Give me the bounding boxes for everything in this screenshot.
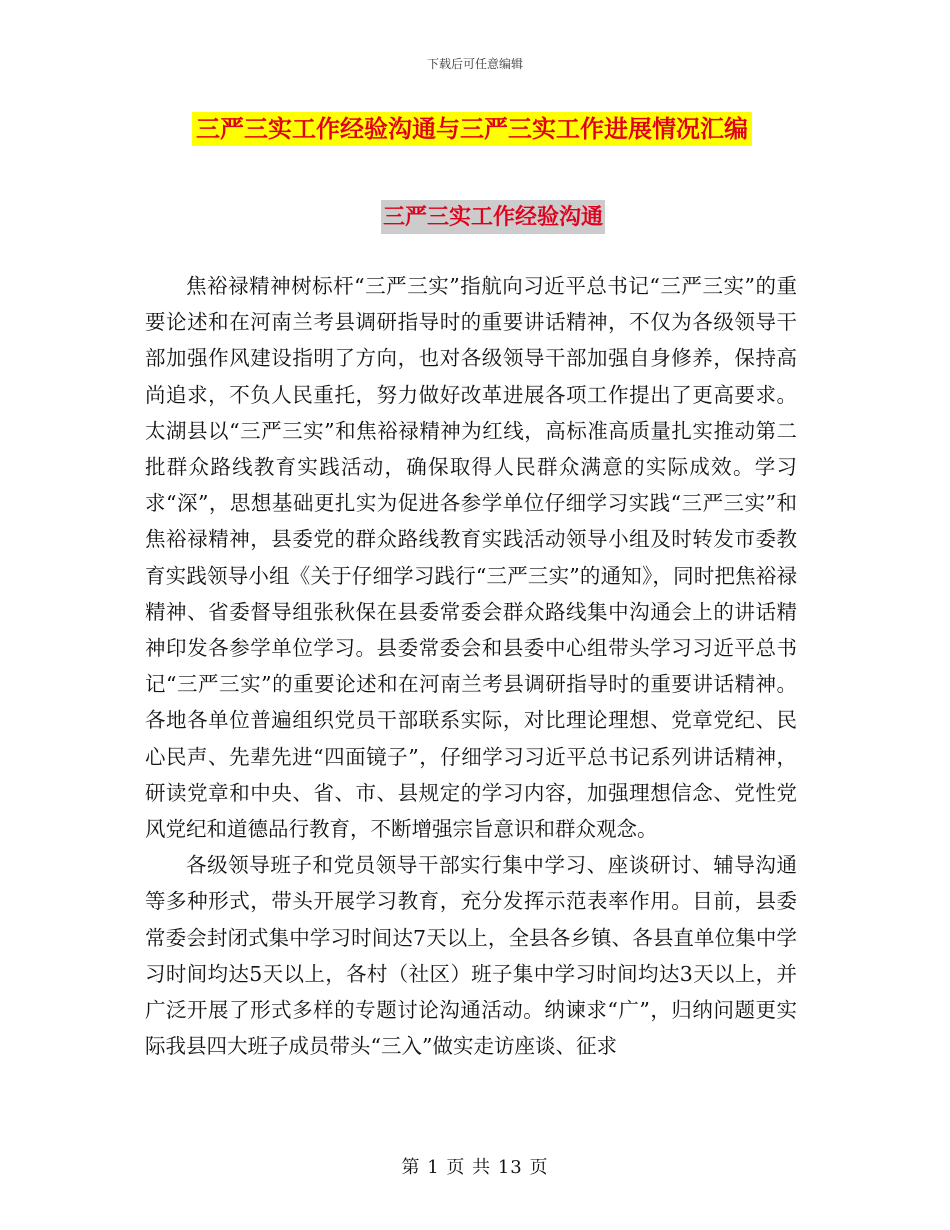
paragraph: 焦裕禄精神树标杆“三严三实”指航向习近平总书记“三严三实”的重要论述和在河南兰考县调研指导时的重要讲话精神，不仅为各级领导干部加强作风建设指明了方向，也对各级领导干部加强自身修养，保持高尚追求，不负人民重托，努力做好改革进展各项工作提出了更高要求。太湖县以“三严三实”和焦裕禄精神为红线，高标准高质量扎实推动第二批群众路线教育实践活动，确保取得人民群众满意的实际成效。学习求“深”，思想基础更扎实为促进各参学单位仔细学习实践“三严三实”和焦裕禄精神，县委党的群众路线教育实践活动领导小组及时转发市委教育实践领导小组《关于仔细学习践行“三严三实”的通知》，同时把焦裕禄精神、省委督导组张秋保在县委常委会群众路线集中沟通会上的讲话精神印发各参学单位学习。县委常委会和县委中心组带头学习习近平总书记“三严三实”的重要论述和在河南兰考县调研指导时的重要讲话精神。各地各单位普遍组织党员干部联系实际，对比理论理想、党章党纪、民心民声、先辈先进“四面镜子”，仔细学习习近平总书记系列讲话精神，研读党章和中央、省、市、县规定的学习内容，加强理想信念、党性党风党纪和道德品行教育，不断增强宗旨意识和群众观念。 [145, 274, 797, 842]
document-title: 三严三实工作经验沟通与三严三实工作进展情况汇编 [192, 112, 752, 146]
page-number-footer: 第 1 页 共 13 页 [401, 1157, 549, 1178]
page-header-note: 下载后可任意编辑 [426, 57, 523, 71]
section-title: 三严三实工作经验沟通 [381, 200, 605, 234]
document-body [145, 268, 797, 1064]
paragraph: 各级领导班子和党员领导干部实行集中学习、座谈研讨、辅导沟通等多种形式，带头开展学习教育，充分发挥示范表率作用。目前，县委常委会封闭式集中学习时间达7天以上，全县各乡镇、各县直单位集中学习时间均达5天以上，各村（社区）班子集中学习时间均达3天以上，并广泛开展了形式多样的专题讨论沟通活动。纳谏求“广”，归纳问题更实际我县四大班子成员带头“三入”做实走访座谈、征求 [145, 853, 797, 1059]
